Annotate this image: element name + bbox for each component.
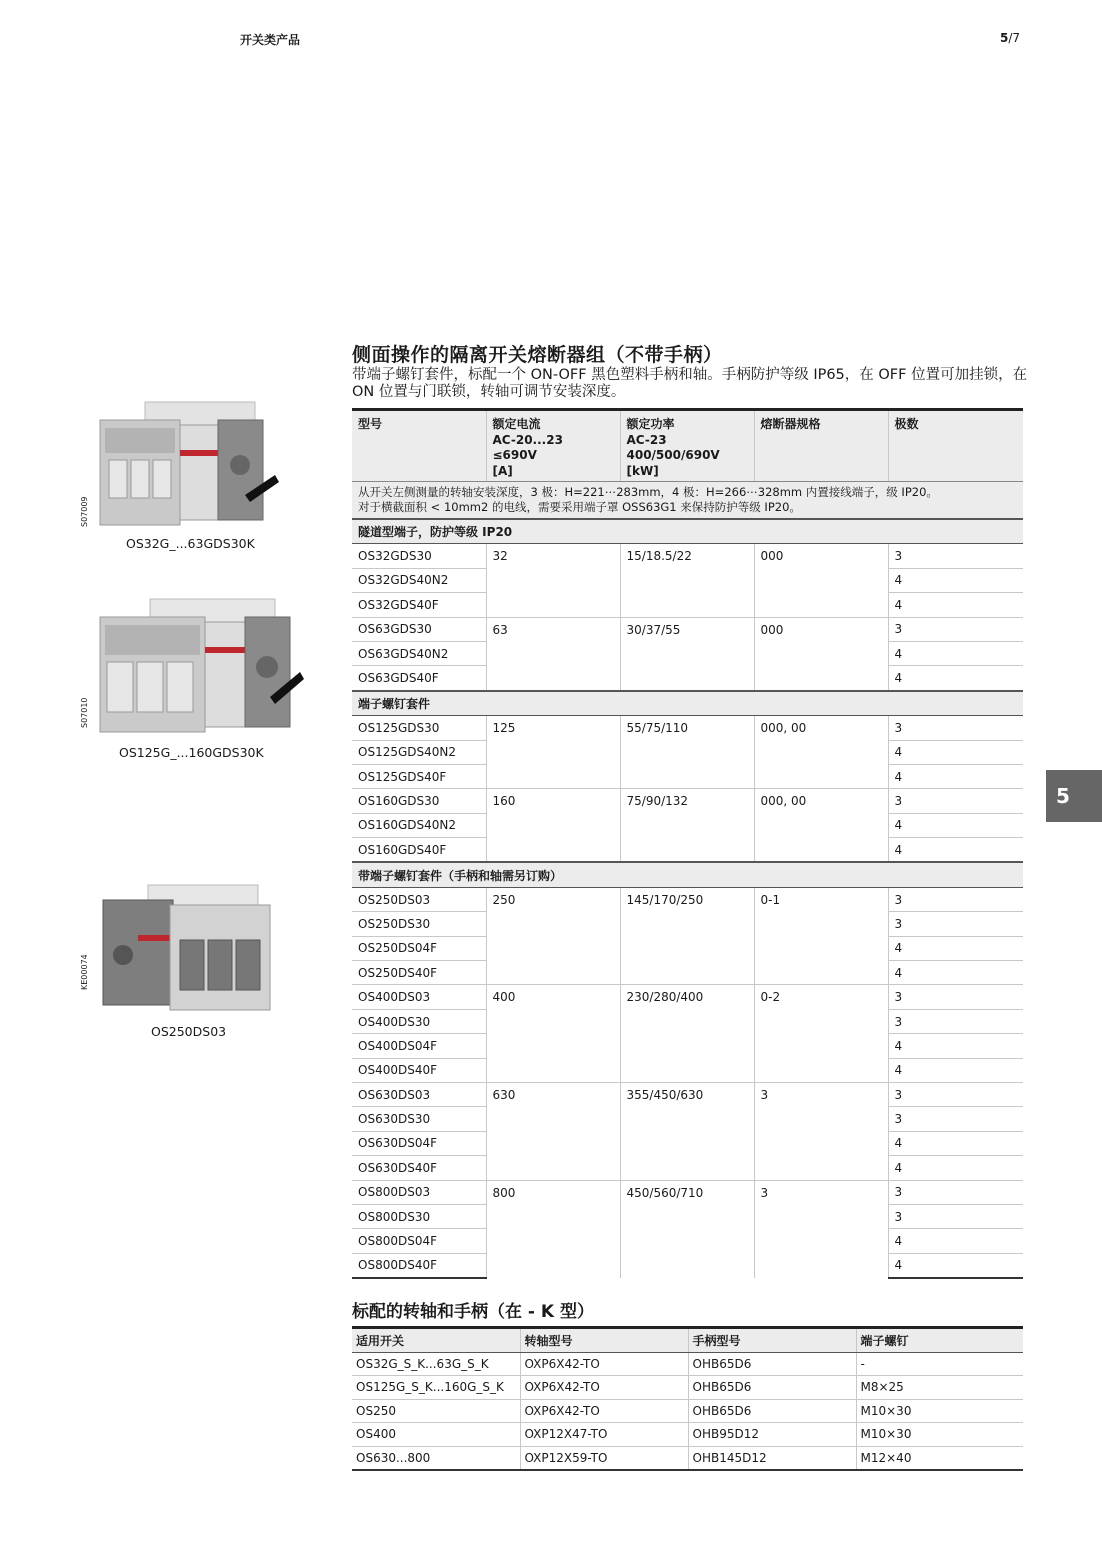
poles-cell: 3 bbox=[888, 617, 1023, 641]
product-image-os32g bbox=[95, 400, 280, 530]
shaft-cell: OXP12X59-TO bbox=[520, 1446, 688, 1470]
model-cell: OS32GDS30 bbox=[352, 544, 486, 568]
poles-cell: 4 bbox=[888, 961, 1023, 985]
fuse-cell: 3 bbox=[754, 1180, 888, 1278]
col-header-current: 额定电流 AC-20...23 ≤690V [A] bbox=[486, 410, 620, 482]
table-note: 从开关左侧测量的转轴安装深度，3 极：H=221⋯283mm，4 极：H=266⋯328mm 内置接线端子，级 IP20。 对于横截面积 < 10mm2 的电线，需要采用端子罩 OSS63G1 来保持防护等级 IP20。 bbox=[352, 482, 1023, 520]
model-cell: OS32GDS40N2 bbox=[352, 568, 486, 592]
image-caption-2: OS125G_...160GDS30K bbox=[119, 745, 264, 760]
section-title-cell: 端子螺钉套件 bbox=[352, 691, 1023, 716]
model-cell: OS800DS04F bbox=[352, 1229, 486, 1253]
handle-cell: OHB65D6 bbox=[688, 1352, 856, 1376]
switch-cell: OS630...800 bbox=[352, 1446, 520, 1470]
poles-cell: 4 bbox=[888, 1058, 1023, 1082]
power-cell: 15/18.5/22 bbox=[620, 544, 754, 617]
screw-cell: M12×40 bbox=[856, 1446, 1023, 1470]
fuse-cell: 000, 00 bbox=[754, 789, 888, 863]
power-cell: 30/37/55 bbox=[620, 617, 754, 691]
model-cell: OS125GDS40F bbox=[352, 764, 486, 788]
power-cell: 230/280/400 bbox=[620, 985, 754, 1083]
col-header-switch: 适用开关 bbox=[352, 1328, 520, 1353]
fuse-cell: 3 bbox=[754, 1082, 888, 1180]
table-row bbox=[352, 1376, 1023, 1400]
poles-cell: 4 bbox=[888, 813, 1023, 837]
handle-table bbox=[352, 1326, 1023, 1471]
image-code-3: KE00074 bbox=[80, 954, 89, 990]
image-code-2: S07010 bbox=[80, 697, 89, 728]
table-row bbox=[352, 887, 1023, 911]
poles-cell: 4 bbox=[888, 1156, 1023, 1180]
switch-cell: OS400 bbox=[352, 1423, 520, 1447]
switch-cell: OS32G_S_K...63G_S_K bbox=[352, 1352, 520, 1376]
model-cell: OS63GDS40F bbox=[352, 666, 486, 691]
image-caption-1: OS32G_...63GDS30K bbox=[126, 536, 255, 551]
power-cell: 55/75/110 bbox=[620, 716, 754, 789]
model-cell: OS800DS40F bbox=[352, 1253, 486, 1278]
current-cell: 63 bbox=[486, 617, 620, 691]
handle-cell: OHB95D12 bbox=[688, 1423, 856, 1447]
model-cell: OS630DS03 bbox=[352, 1082, 486, 1106]
handle-table-title: 标配的转轴和手柄（在 - K 型） bbox=[352, 1302, 594, 1322]
product-image-os250 bbox=[98, 880, 278, 1015]
col-header-shaft: 转轴型号 bbox=[520, 1328, 688, 1353]
model-cell: OS250DS03 bbox=[352, 887, 486, 911]
poles-cell: 3 bbox=[888, 716, 1023, 740]
section-row bbox=[352, 519, 1023, 544]
poles-cell: 4 bbox=[888, 568, 1023, 592]
section-title-cell: 带端子螺钉套件（手柄和轴需另订购） bbox=[352, 862, 1023, 887]
poles-cell: 4 bbox=[888, 740, 1023, 764]
table-row bbox=[352, 985, 1023, 1009]
current-cell: 250 bbox=[486, 887, 620, 985]
shaft-cell: OXP6X42-TO bbox=[520, 1352, 688, 1376]
poles-cell: 3 bbox=[888, 544, 1023, 568]
model-cell: OS630DS04F bbox=[352, 1131, 486, 1155]
model-cell: OS800DS03 bbox=[352, 1180, 486, 1204]
shaft-cell: OXP6X42-TO bbox=[520, 1399, 688, 1423]
product-image-os125g bbox=[95, 597, 305, 737]
poles-cell: 4 bbox=[888, 764, 1023, 788]
model-cell: OS125GDS30 bbox=[352, 716, 486, 740]
model-cell: OS125GDS40N2 bbox=[352, 740, 486, 764]
screw-cell: M8×25 bbox=[856, 1376, 1023, 1400]
fuse-switch-table bbox=[352, 408, 1023, 1279]
table-row bbox=[352, 544, 1023, 568]
model-cell: OS630DS30 bbox=[352, 1107, 486, 1131]
screw-cell: M10×30 bbox=[856, 1399, 1023, 1423]
model-cell: OS63GDS40N2 bbox=[352, 641, 486, 665]
table-row bbox=[352, 1399, 1023, 1423]
table-row bbox=[352, 1423, 1023, 1447]
col-header-fuse: 熔断器规格 bbox=[754, 410, 888, 482]
screw-cell: M10×30 bbox=[856, 1423, 1023, 1447]
current-cell: 630 bbox=[486, 1082, 620, 1180]
section-title-cell: 隧道型端子，防护等级 IP20 bbox=[352, 519, 1023, 544]
model-cell: OS160GDS40N2 bbox=[352, 813, 486, 837]
poles-cell: 4 bbox=[888, 1131, 1023, 1155]
power-cell: 450/560/710 bbox=[620, 1180, 754, 1278]
model-cell: OS400DS40F bbox=[352, 1058, 486, 1082]
model-cell: OS160GDS40F bbox=[352, 838, 486, 863]
fuse-cell: 000 bbox=[754, 544, 888, 617]
poles-cell: 3 bbox=[888, 1180, 1023, 1204]
handle-cell: OHB65D6 bbox=[688, 1376, 856, 1400]
poles-cell: 4 bbox=[888, 838, 1023, 863]
poles-cell: 3 bbox=[888, 887, 1023, 911]
current-cell: 160 bbox=[486, 789, 620, 863]
poles-cell: 3 bbox=[888, 1204, 1023, 1228]
poles-cell: 4 bbox=[888, 593, 1023, 617]
poles-cell: 4 bbox=[888, 1229, 1023, 1253]
chapter-tab: 5 bbox=[1046, 770, 1102, 822]
table-row bbox=[352, 1352, 1023, 1376]
poles-cell: 4 bbox=[888, 1253, 1023, 1278]
model-cell: OS400DS30 bbox=[352, 1009, 486, 1033]
fuse-cell: 0-2 bbox=[754, 985, 888, 1083]
shaft-cell: OXP12X47-TO bbox=[520, 1423, 688, 1447]
image-caption-3: OS250DS03 bbox=[151, 1024, 227, 1039]
model-cell: OS400DS03 bbox=[352, 985, 486, 1009]
poles-cell: 3 bbox=[888, 1107, 1023, 1131]
current-cell: 125 bbox=[486, 716, 620, 789]
switch-cell: OS125G_S_K...160G_S_K bbox=[352, 1376, 520, 1400]
model-cell: OS250DS04F bbox=[352, 936, 486, 960]
current-cell: 800 bbox=[486, 1180, 620, 1278]
table-row bbox=[352, 789, 1023, 813]
table-row bbox=[352, 617, 1023, 641]
poles-cell: 3 bbox=[888, 985, 1023, 1009]
model-cell: OS160GDS30 bbox=[352, 789, 486, 813]
handle-cell: OHB65D6 bbox=[688, 1399, 856, 1423]
model-cell: OS630DS40F bbox=[352, 1156, 486, 1180]
section-description: 带端子螺钉套件，标配一个 ON-OFF 黑色塑料手柄和轴。手柄防护等级 IP65，在 OFF 位置可加挂锁，在 ON 位置与门联锁，转轴可调节安装深度。 bbox=[352, 367, 1028, 400]
model-cell: OS400DS04F bbox=[352, 1034, 486, 1058]
poles-cell: 3 bbox=[888, 789, 1023, 813]
poles-cell: 4 bbox=[888, 666, 1023, 691]
col-header-power: 额定功率 AC-23 400/500/690V [kW] bbox=[620, 410, 754, 482]
fuse-cell: 000, 00 bbox=[754, 716, 888, 789]
section-title: 侧面操作的隔离开关熔断器组（不带手柄） bbox=[352, 344, 723, 366]
shaft-cell: OXP6X42-TO bbox=[520, 1376, 688, 1400]
model-cell: OS250DS40F bbox=[352, 961, 486, 985]
model-cell: OS63GDS30 bbox=[352, 617, 486, 641]
power-cell: 145/170/250 bbox=[620, 887, 754, 985]
page-number: 5/7 bbox=[1000, 31, 1021, 45]
model-cell: OS800DS30 bbox=[352, 1204, 486, 1228]
model-cell: OS250DS30 bbox=[352, 912, 486, 936]
col-header-poles: 极数 bbox=[888, 410, 1023, 482]
section-row bbox=[352, 862, 1023, 887]
image-code-1: S07009 bbox=[80, 496, 89, 527]
poles-cell: 4 bbox=[888, 936, 1023, 960]
current-cell: 400 bbox=[486, 985, 620, 1083]
col-header-handle: 手柄型号 bbox=[688, 1328, 856, 1353]
fuse-cell: 0-1 bbox=[754, 887, 888, 985]
section-row bbox=[352, 691, 1023, 716]
power-cell: 355/450/630 bbox=[620, 1082, 754, 1180]
poles-cell: 3 bbox=[888, 912, 1023, 936]
handle-cell: OHB145D12 bbox=[688, 1446, 856, 1470]
switch-cell: OS250 bbox=[352, 1399, 520, 1423]
current-cell: 32 bbox=[486, 544, 620, 617]
screw-cell: - bbox=[856, 1352, 1023, 1376]
table-row bbox=[352, 1446, 1023, 1470]
col-header-screw: 端子螺钉 bbox=[856, 1328, 1023, 1353]
table-row bbox=[352, 1082, 1023, 1106]
col-header-model: 型号 bbox=[352, 410, 486, 482]
poles-cell: 4 bbox=[888, 1034, 1023, 1058]
power-cell: 75/90/132 bbox=[620, 789, 754, 863]
fuse-cell: 000 bbox=[754, 617, 888, 691]
table-row bbox=[352, 1180, 1023, 1204]
model-cell: OS32GDS40F bbox=[352, 593, 486, 617]
poles-cell: 3 bbox=[888, 1082, 1023, 1106]
poles-cell: 3 bbox=[888, 1009, 1023, 1033]
header-section: 开关类产品 bbox=[240, 33, 301, 47]
poles-cell: 4 bbox=[888, 641, 1023, 665]
table-row bbox=[352, 716, 1023, 740]
